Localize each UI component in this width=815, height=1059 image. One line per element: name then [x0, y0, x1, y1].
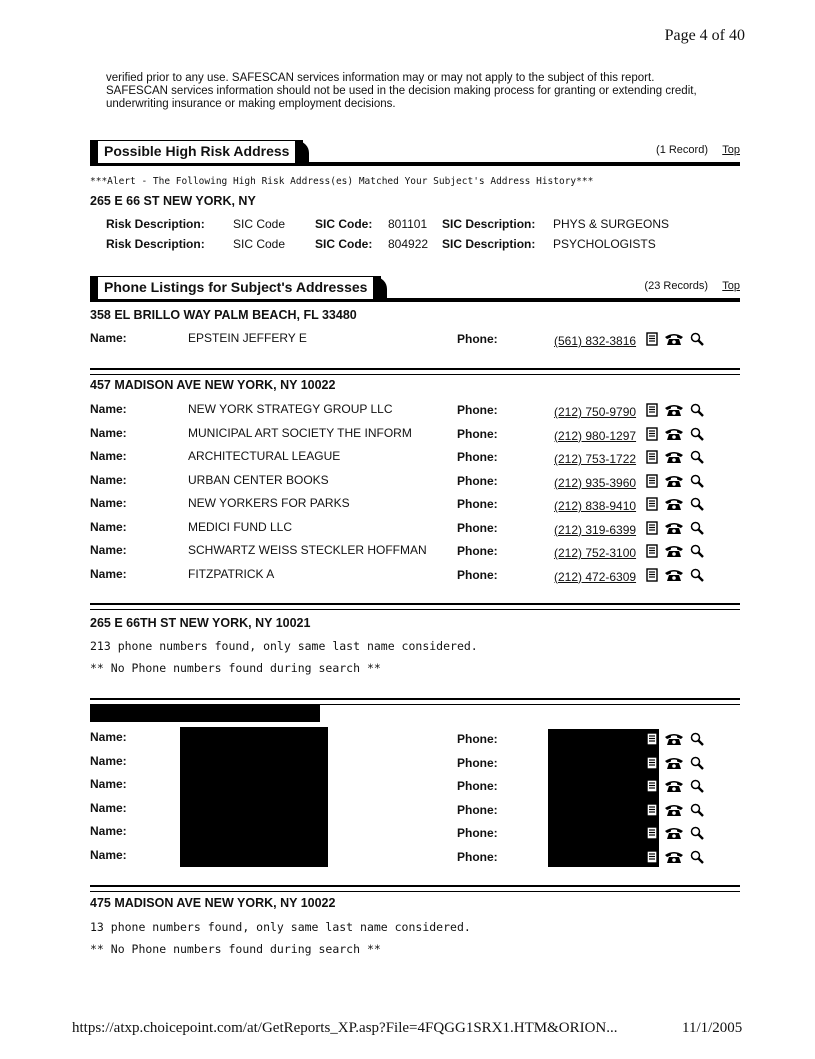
no-results-note: ** No Phone numbers found during search **	[90, 942, 381, 956]
disclaimer-text: verified prior to any use. SAFESCAN services information may or may not apply to the subject of this report. SAFESCAN services information should not be used in the decision making process for granting or extending credit, underwriting insurance or making employment decisions.	[106, 72, 697, 110]
page-number: Page 4 of 40	[664, 27, 745, 44]
group-address: 457 MADISON AVE NEW YORK, NY 10022	[90, 378, 336, 392]
name-label: Name:	[90, 730, 127, 744]
high-risk-alert: ***Alert - The Following High Risk Address(es) Matched Your Subject's Address History***	[90, 176, 594, 187]
report-icon[interactable]	[646, 474, 658, 488]
magnifier-icon[interactable]	[690, 732, 704, 746]
magnifier-icon[interactable]	[690, 497, 704, 511]
listing-action-icons	[646, 544, 704, 558]
magnifier-icon[interactable]	[690, 803, 704, 817]
phone-listings-title-text: Phone Listings for Subject's Addresses	[104, 279, 368, 295]
name-label: Name:	[90, 425, 127, 440]
name-label: Name:	[90, 449, 127, 463]
magnifier-icon[interactable]	[690, 568, 704, 582]
no-results-note: ** No Phone numbers found during search **	[90, 661, 381, 675]
high-risk-top-link[interactable]: Top	[722, 144, 740, 156]
listing-name: URBAN CENTER BOOKS	[188, 472, 329, 487]
listing-action-icons	[646, 427, 704, 441]
sic-code-label: SIC Code:	[315, 217, 373, 231]
magnifier-icon[interactable]	[690, 474, 704, 488]
listing-name: NEW YORK STRATEGY GROUP LLC	[188, 402, 393, 416]
phone-number-link[interactable]: (212) 753-1722	[554, 452, 637, 466]
name-label: Name:	[90, 331, 127, 345]
phone-label: Phone:	[457, 826, 498, 840]
telephone-icon[interactable]	[664, 474, 684, 488]
name-label: Name:	[90, 496, 127, 510]
sic-code-label: SIC Code:	[315, 237, 373, 251]
high-risk-record-count: (1 Record)	[656, 144, 708, 156]
phone-number-link[interactable]: (212) 935-3960	[554, 475, 637, 490]
phone-label: Phone:	[457, 779, 498, 793]
listing-action-icons	[646, 568, 704, 582]
listing-action-icons	[646, 826, 704, 840]
phone-label: Phone:	[457, 544, 498, 558]
name-label: Name:	[90, 566, 127, 581]
tab-curl-decoration	[373, 277, 387, 299]
name-label: Name:	[90, 472, 127, 487]
telephone-icon[interactable]	[664, 521, 684, 535]
phone-number-link[interactable]: (212) 472-6309	[554, 569, 637, 584]
report-icon[interactable]	[646, 779, 658, 793]
report-icon[interactable]	[646, 427, 658, 441]
listing-name: FITZPATRICK A	[188, 566, 275, 581]
listing-action-icons	[646, 521, 704, 535]
telephone-icon[interactable]	[664, 403, 684, 417]
name-label: Name:	[90, 824, 127, 838]
group-address: 358 EL BRILLO WAY PALM BEACH, FL 33480	[90, 308, 357, 322]
report-icon[interactable]	[646, 732, 658, 746]
telephone-icon[interactable]	[664, 803, 684, 817]
redacted-address	[90, 705, 320, 722]
name-label: Name:	[90, 800, 127, 815]
name-label: Name:	[90, 402, 127, 416]
risk-description-label: Risk Description:	[106, 237, 205, 251]
magnifier-icon[interactable]	[690, 850, 704, 864]
telephone-icon[interactable]	[664, 450, 684, 464]
phone-number-link[interactable]: (212) 319-6399	[554, 522, 637, 537]
phone-listings-record-count: (23 Records)	[644, 280, 708, 292]
name-label: Name:	[90, 847, 127, 862]
report-icon[interactable]	[646, 521, 658, 535]
telephone-icon[interactable]	[664, 826, 684, 840]
telephone-icon[interactable]	[664, 497, 684, 511]
redacted-phones-block	[548, 729, 659, 867]
magnifier-icon[interactable]	[690, 544, 704, 558]
group-divider	[90, 698, 740, 705]
phone-number-link[interactable]: (212) 838-9410	[554, 499, 637, 513]
phone-number-link[interactable]: (212) 752-3100	[554, 546, 637, 560]
report-icon[interactable]	[646, 450, 658, 464]
magnifier-icon[interactable]	[690, 450, 704, 464]
listing-action-icons	[646, 756, 704, 770]
magnifier-icon[interactable]	[690, 826, 704, 840]
phone-label: Phone:	[457, 332, 498, 346]
phone-label: Phone:	[457, 473, 498, 488]
high-risk-section-title	[90, 140, 303, 163]
phone-number-link[interactable]: (212) 750-9790	[554, 405, 637, 419]
magnifier-icon[interactable]	[690, 756, 704, 770]
sic-code-value: 801101	[388, 217, 428, 231]
high-risk-section-header	[90, 140, 740, 166]
search-note: 213 phone numbers found, only same last name considered.	[90, 639, 478, 653]
name-label: Name:	[90, 777, 127, 791]
redacted-names-block	[180, 727, 328, 867]
phone-listings-section-title	[90, 276, 381, 299]
telephone-icon[interactable]	[664, 544, 684, 558]
telephone-icon[interactable]	[664, 427, 684, 441]
sic-code-value: 804922	[388, 237, 429, 251]
magnifier-icon[interactable]	[690, 403, 704, 417]
risk-description-label: Risk Description:	[106, 217, 205, 231]
report-icon[interactable]	[646, 756, 658, 770]
listing-action-icons	[646, 850, 704, 864]
phone-label: Phone:	[457, 732, 498, 746]
listing-name: EPSTEIN JEFFERY E	[188, 331, 307, 345]
magnifier-icon[interactable]	[690, 332, 704, 346]
phone-label: Phone:	[457, 520, 498, 535]
telephone-icon[interactable]	[664, 568, 684, 582]
phone-label: Phone:	[457, 426, 498, 441]
group-divider	[90, 603, 740, 610]
listing-action-icons	[646, 450, 704, 464]
name-label: Name:	[90, 543, 127, 557]
listing-action-icons	[646, 497, 704, 511]
risk-description-value: SIC Code	[233, 217, 286, 231]
phone-number-link[interactable]: (212) 980-1297	[554, 428, 637, 443]
search-note: 13 phone numbers found, only same last name considered.	[90, 920, 471, 934]
listing-action-icons	[646, 403, 704, 417]
magnifier-icon[interactable]	[690, 779, 704, 793]
sic-description-value: PHYS & SURGEONS	[553, 217, 670, 231]
group-divider	[90, 885, 740, 892]
telephone-icon[interactable]	[664, 756, 684, 770]
high-risk-address: 265 E 66 ST NEW YORK, NY	[90, 194, 256, 208]
sic-description-label: SIC Description:	[442, 217, 536, 231]
telephone-icon[interactable]	[664, 332, 684, 346]
sic-description-label: SIC Description:	[442, 237, 536, 251]
listing-action-icons	[646, 779, 704, 793]
listing-name: MEDICI FUND LLC	[188, 519, 293, 534]
report-icon[interactable]	[646, 803, 658, 817]
phone-number-link[interactable]: (561) 832-3816	[554, 334, 637, 348]
phone-label: Phone:	[457, 450, 498, 464]
listing-action-icons	[646, 732, 704, 746]
phone-listings-top-link[interactable]: Top	[722, 280, 740, 292]
sic-description-value: PSYCHOLOGISTS	[553, 237, 656, 251]
telephone-icon[interactable]	[664, 732, 684, 746]
phone-label: Phone:	[457, 802, 498, 817]
telephone-icon[interactable]	[664, 779, 684, 793]
risk-description-value: SIC Code	[233, 237, 286, 251]
group-address: 475 MADISON AVE NEW YORK, NY 10022	[90, 896, 336, 910]
listing-action-icons	[646, 803, 704, 817]
listing-action-icons	[646, 474, 704, 488]
group-divider	[90, 368, 740, 375]
phone-label: Phone:	[457, 567, 498, 582]
report-icon[interactable]	[646, 826, 658, 840]
listing-name: NEW YORKERS FOR PARKS	[188, 496, 350, 510]
listing-name: SCHWARTZ WEISS STECKLER HOFFMAN	[188, 543, 427, 557]
phone-label: Phone:	[457, 497, 498, 511]
report-icon[interactable]	[646, 568, 658, 582]
high-risk-title-text: Possible High Risk Address	[104, 143, 290, 159]
group-address: 265 E 66TH ST NEW YORK, NY 10021	[90, 616, 311, 630]
report-icon[interactable]	[646, 403, 658, 417]
name-label: Name:	[90, 519, 127, 534]
report-icon[interactable]	[646, 497, 658, 511]
listing-action-icons	[646, 332, 704, 346]
phone-label: Phone:	[457, 755, 498, 770]
magnifier-icon[interactable]	[690, 427, 704, 441]
telephone-icon[interactable]	[664, 850, 684, 864]
tab-curl-decoration	[295, 141, 309, 163]
phone-label: Phone:	[457, 849, 498, 864]
listing-name: ARCHITECTURAL LEAGUE	[188, 449, 341, 463]
report-icon[interactable]	[646, 544, 658, 558]
listing-name: MUNICIPAL ART SOCIETY THE INFORM	[188, 425, 412, 440]
name-label: Name:	[90, 753, 127, 768]
magnifier-icon[interactable]	[690, 521, 704, 535]
footer-date: 11/1/2005	[682, 1020, 743, 1036]
report-icon[interactable]	[646, 332, 658, 346]
footer-url: https://atxp.choicepoint.com/at/GetReports_XP.asp?File=4FQGG1SRX1.HTM&ORION...	[72, 1020, 618, 1036]
phone-listings-section-header	[90, 276, 740, 302]
report-icon[interactable]	[646, 850, 658, 864]
phone-label: Phone:	[457, 403, 498, 417]
